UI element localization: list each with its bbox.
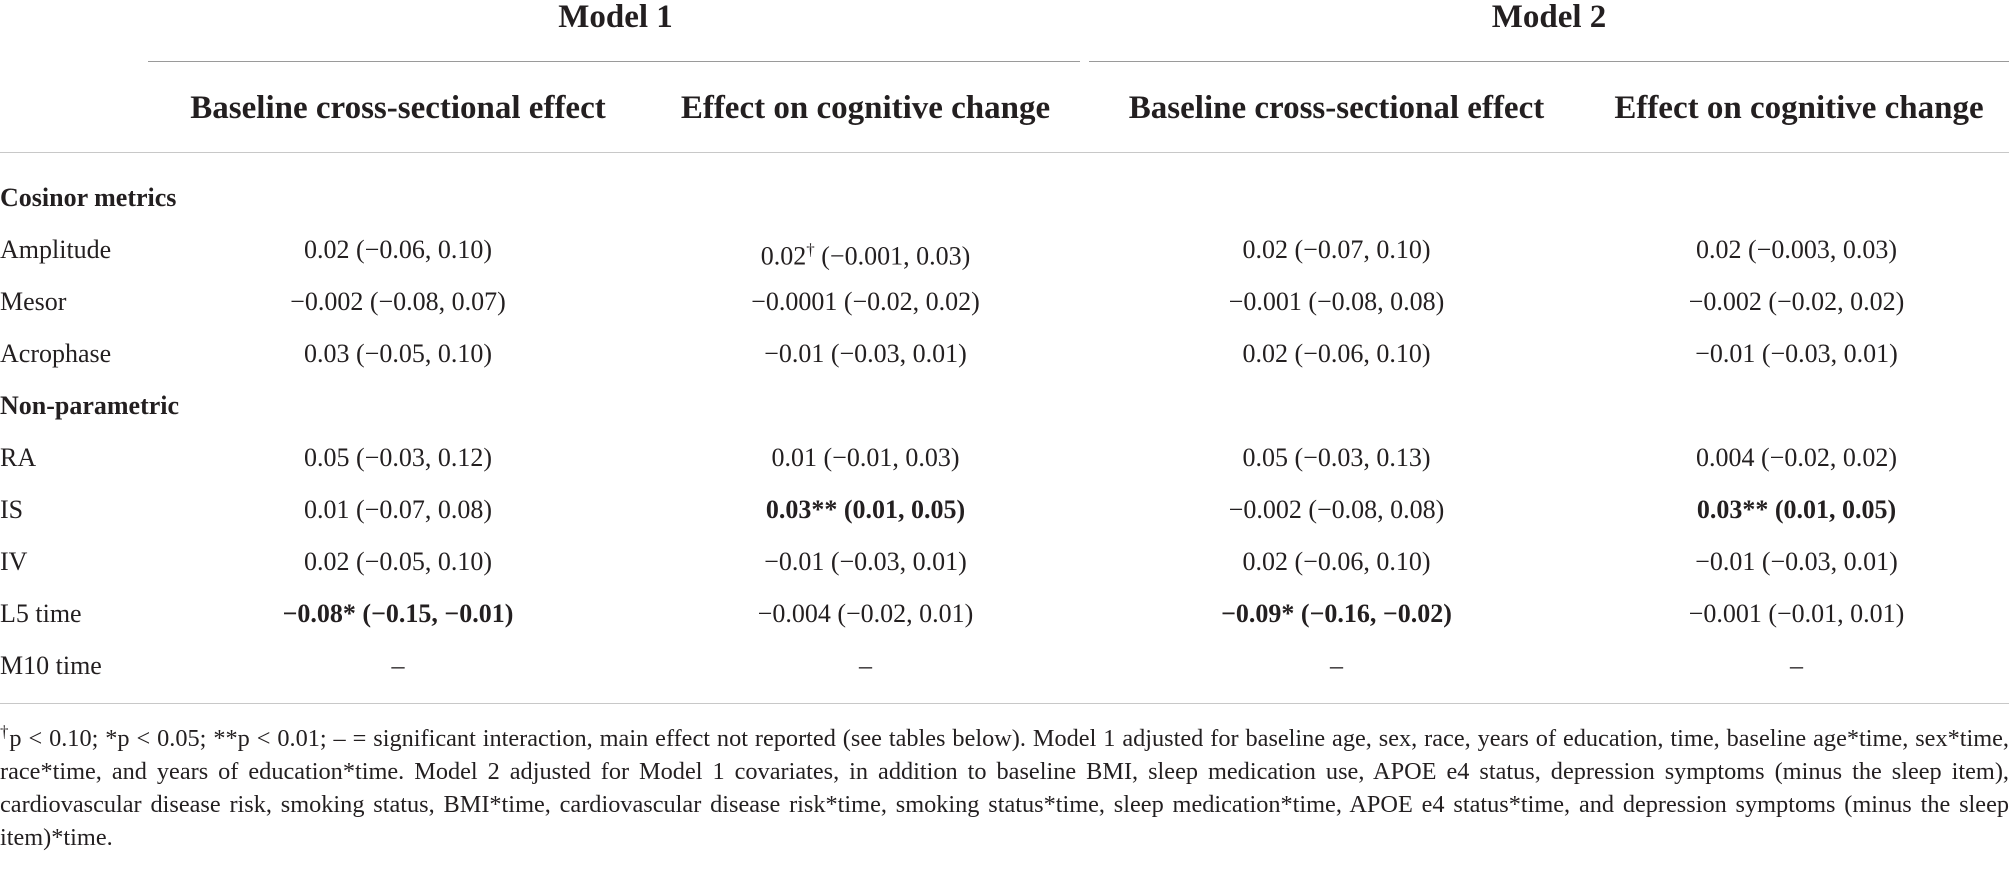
table-row-m10-time xyxy=(0,640,2009,692)
cell-m1-baseline: 0.02 (−0.06, 0.10) xyxy=(304,235,492,264)
section-label: Cosinor metrics xyxy=(0,183,177,212)
cell-m2-baseline: 0.05 (−0.03, 0.13) xyxy=(1242,443,1431,472)
col-header-m2-baseline: Baseline cross-sectional effect xyxy=(1128,90,1545,126)
table-footnote xyxy=(0,722,2009,854)
cell-m2-baseline-significant: −0.09* (−0.16, −0.02) xyxy=(1221,599,1452,628)
cell-m1-change xyxy=(648,224,1083,276)
cell-m1-change: – xyxy=(859,651,872,680)
cell-m1-baseline: 0.05 (−0.03, 0.12) xyxy=(304,443,492,472)
cell-m1-change: −0.01 (−0.03, 0.01) xyxy=(764,547,967,576)
dagger-mark: † xyxy=(806,240,815,259)
cell-m2-change: −0.01 (−0.03, 0.01) xyxy=(1695,339,1898,368)
cell-m1-change: 0.01 (−0.01, 0.03) xyxy=(771,443,960,472)
model-1-title: Model 1 xyxy=(558,0,673,35)
cell-m2-change: −0.01 (−0.03, 0.01) xyxy=(1695,547,1898,576)
cell-m2-change: 0.004 (−0.02, 0.02) xyxy=(1696,443,1897,472)
table-row-acrophase xyxy=(0,328,2009,380)
cell-m2-baseline: 0.02 (−0.07, 0.10) xyxy=(1242,235,1431,264)
col-header-m1-baseline: Baseline cross-sectional effect xyxy=(190,90,606,126)
section-row-nonparametric xyxy=(0,380,2009,432)
cell-m2-change: 0.02 (−0.003, 0.03) xyxy=(1696,235,1897,264)
cell-m2-baseline: – xyxy=(1330,651,1343,680)
cell-m2-baseline: −0.001 (−0.08, 0.08) xyxy=(1228,287,1445,316)
row-label: L5 time xyxy=(0,599,82,628)
table-row-amplitude xyxy=(0,224,2009,276)
footnote-text: p < 0.10; *p < 0.05; **p < 0.01; – = significant interaction, main effect not reported (see tables below). Model 1 adjusted for baseline age, sex, race, years of education, time, baseline age*time, sex*time, race*time, and years of education*time. Model 2 adjusted for Model 1 covariates, in addition to baseline BMI, sleep medication use, APOE e4 status, depression symptoms (minus the sleep item), cardiovascular disease risk, smoking status, BMI*time, cardiovascular disease risk*time, smoking status*time, sleep medication*time, APOE e4 status*time, and depression symptoms (minus the sleep item)*time. xyxy=(0,725,2009,851)
row-label: Mesor xyxy=(0,287,67,316)
row-label: M10 time xyxy=(0,651,102,680)
cell-m2-baseline: 0.02 (−0.06, 0.10) xyxy=(1242,547,1431,576)
cell-m1-baseline: 0.03 (−0.05, 0.10) xyxy=(304,339,492,368)
cell-m2-change-significant: 0.03** (0.01, 0.05) xyxy=(1696,495,1897,524)
table-row-is xyxy=(0,484,2009,536)
cell-m1-baseline: 0.01 (−0.07, 0.08) xyxy=(304,495,492,524)
table-row-iv xyxy=(0,536,2009,588)
cell-m1-change-significant: 0.03** (0.01, 0.05) xyxy=(765,495,966,524)
table-row-mesor xyxy=(0,276,2009,328)
cell-m1-baseline: 0.02 (−0.05, 0.10) xyxy=(304,547,492,576)
model-1-group-rule xyxy=(148,61,1080,62)
cell-m1-change: −0.01 (−0.03, 0.01) xyxy=(764,339,967,368)
row-label: Acrophase xyxy=(0,339,112,368)
row-label: Amplitude xyxy=(0,235,112,264)
table-bottom-rule xyxy=(0,703,2009,704)
row-label: IV xyxy=(0,547,28,576)
table-row-ra xyxy=(0,432,2009,484)
cell-m1-baseline-significant: −0.08* (−0.15, −0.01) xyxy=(282,599,514,628)
section-label: Non-parametric xyxy=(0,391,180,420)
cell-m2-baseline: 0.02 (−0.06, 0.10) xyxy=(1242,339,1431,368)
cell-m2-change: – xyxy=(1790,651,1803,680)
cell-m2-change: −0.002 (−0.02, 0.02) xyxy=(1688,287,1905,316)
col-header-m2-change: Effect on cognitive change xyxy=(1614,90,1984,126)
confidence-interval: (−0.001, 0.03) xyxy=(814,241,971,271)
cell-m1-baseline: – xyxy=(391,651,405,680)
dagger-symbol: † xyxy=(0,721,10,741)
model-2-group-rule xyxy=(1089,61,2009,62)
estimate-value: 0.02 xyxy=(760,241,807,271)
col-header-m1-change: Effect on cognitive change xyxy=(680,90,1051,126)
table-row-l5-time xyxy=(0,588,2009,640)
cell-m1-change: −0.004 (−0.02, 0.01) xyxy=(757,599,974,628)
cell-m1-change: −0.0001 (−0.02, 0.02) xyxy=(751,287,980,316)
cell-m2-baseline: −0.002 (−0.08, 0.08) xyxy=(1228,495,1445,524)
row-label: RA xyxy=(0,443,37,472)
section-row-cosinor xyxy=(0,172,2009,224)
cell-m1-baseline: −0.002 (−0.08, 0.07) xyxy=(290,287,506,316)
cell-m2-change: −0.001 (−0.01, 0.01) xyxy=(1688,599,1905,628)
row-label: IS xyxy=(0,495,24,524)
model-2-title: Model 2 xyxy=(1491,0,1607,35)
header-rule xyxy=(0,152,2009,153)
